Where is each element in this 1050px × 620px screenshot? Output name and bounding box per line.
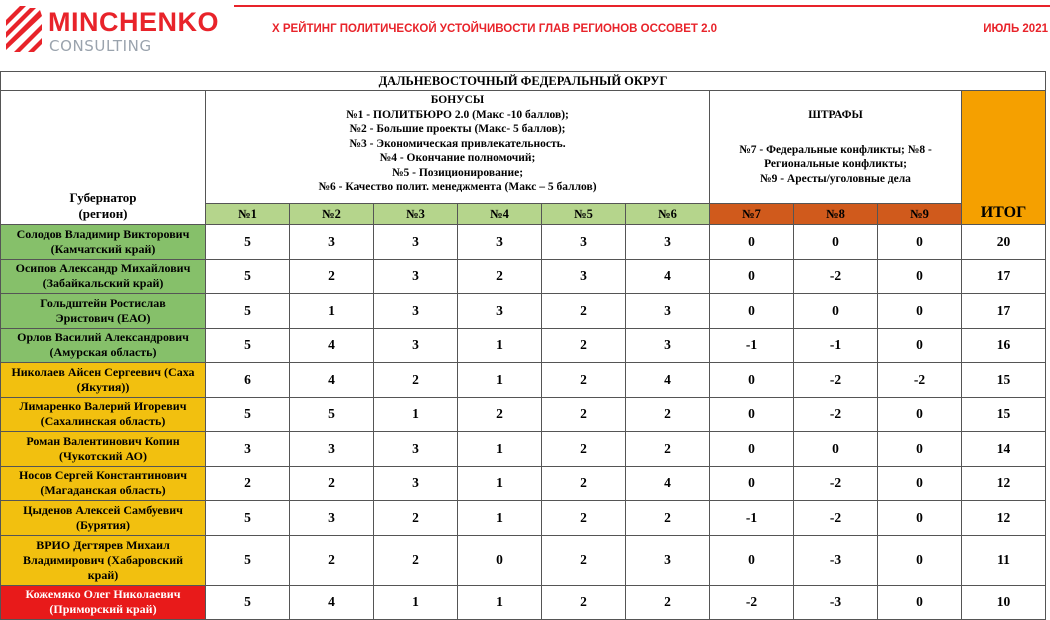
score-cell: -2: [710, 585, 794, 620]
logo-stripes-icon: [4, 4, 44, 54]
score-cell: 5: [206, 328, 290, 363]
governor-name-line: Гольдштейн Ростислав: [40, 295, 166, 310]
score-cell: 1: [458, 501, 542, 536]
score-cell: 0: [878, 259, 962, 294]
score-cell: 0: [878, 397, 962, 432]
total-cell: 10: [962, 585, 1046, 620]
score-cell: 2: [206, 466, 290, 501]
criterion-header-4: №4: [458, 204, 542, 225]
score-cell: 2: [290, 466, 374, 501]
penalty-header-line: №7 - Федеральные конфликты; №8 -: [739, 143, 932, 156]
governor-name: [1, 259, 206, 294]
penalty-header-line: №9 - Аресты/уголовные дела: [760, 172, 911, 185]
governor-name-line: Цыденов Алексей Самбуевич: [23, 502, 183, 517]
score-cell: 3: [626, 294, 710, 329]
criterion-header-2: №2: [290, 204, 374, 225]
criterion-header-7: №7: [710, 204, 794, 225]
governor-name-line: Осипов Александр Михайлович: [15, 261, 191, 276]
table-row: [1, 294, 1046, 329]
governor-name: [1, 294, 206, 329]
rating-table: [0, 71, 1046, 620]
score-cell: 1: [290, 294, 374, 329]
logo-subtitle: CONSULTING: [49, 37, 152, 55]
score-cell: 3: [458, 294, 542, 329]
governor-name-line: ВРИО Дегтярев Михаил: [36, 537, 170, 552]
total-cell: 12: [962, 501, 1046, 536]
score-cell: 5: [206, 225, 290, 260]
company-logo: [4, 4, 219, 56]
governor-name-line: Носов Сергей Константинович: [18, 468, 188, 483]
score-cell: 3: [290, 501, 374, 536]
total-cell: 12: [962, 466, 1046, 501]
score-cell: 2: [542, 585, 626, 620]
table-row: [1, 535, 1046, 585]
score-cell: -2: [794, 397, 878, 432]
table-row: [1, 225, 1046, 260]
table-row: [1, 432, 1046, 467]
total-cell: 17: [962, 259, 1046, 294]
governor-name: [1, 397, 206, 432]
score-cell: 2: [374, 363, 458, 398]
score-cell: -3: [794, 535, 878, 585]
score-cell: 0: [710, 294, 794, 329]
governor-name-line: (Амурская область): [49, 345, 157, 360]
governor-name-line: (Чукотский АО): [59, 448, 147, 463]
score-cell: 5: [206, 535, 290, 585]
score-cell: 4: [290, 585, 374, 620]
score-cell: 2: [542, 363, 626, 398]
total-cell: 14: [962, 432, 1046, 467]
score-cell: 5: [206, 259, 290, 294]
score-cell: 3: [290, 225, 374, 260]
score-cell: -2: [794, 501, 878, 536]
bonus-header-line: №2 - Большие проекты (Макс- 5 баллов);: [349, 123, 566, 135]
score-cell: 2: [542, 535, 626, 585]
score-cell: 0: [878, 328, 962, 363]
score-cell: 3: [542, 225, 626, 260]
score-cell: 3: [458, 225, 542, 260]
report-date: ИЮЛЬ 2021: [983, 23, 1048, 35]
score-cell: 6: [206, 363, 290, 398]
governor-name: [1, 328, 206, 363]
score-cell: 1: [374, 585, 458, 620]
governor-header-line: Губернатор: [69, 190, 137, 205]
score-cell: -2: [794, 259, 878, 294]
governor-name-line: Кожемяко Олег Николаевич: [25, 587, 181, 602]
score-cell: -1: [710, 501, 794, 536]
score-cell: 0: [710, 432, 794, 467]
governor-name-line: (Забайкальский край): [42, 276, 164, 291]
bonus-header-title: БОНУСЫ: [430, 94, 485, 106]
score-cell: 0: [710, 397, 794, 432]
score-cell: 0: [710, 466, 794, 501]
table-row: [1, 328, 1046, 363]
governor-name-line: Эристович (ЕАО): [55, 310, 151, 325]
table-row: [1, 259, 1046, 294]
bonus-header-line: №3 - Экономическая привлекательность.: [349, 137, 566, 150]
governor-header-line: (регион): [78, 206, 128, 221]
score-cell: 1: [458, 432, 542, 467]
score-cell: 3: [626, 328, 710, 363]
score-cell: -2: [794, 466, 878, 501]
governor-name: [1, 501, 206, 536]
governor-name-line: (Приморский край): [49, 602, 157, 617]
score-cell: 5: [206, 501, 290, 536]
score-cell: 0: [794, 294, 878, 329]
bonus-header-line: №6 - Качество полит. менеджмента (Макс – 5 баллов): [318, 181, 597, 193]
score-cell: 2: [542, 466, 626, 501]
score-cell: 3: [374, 225, 458, 260]
score-cell: 0: [878, 225, 962, 260]
penalty-header-title: ШТРАФЫ: [808, 109, 863, 121]
governor-name-line: Солодов Владимир Викторович: [16, 226, 190, 241]
score-cell: 3: [374, 328, 458, 363]
score-cell: 3: [290, 432, 374, 467]
score-cell: 2: [626, 501, 710, 536]
table-row: [1, 363, 1046, 398]
governor-name: [1, 535, 206, 585]
score-cell: 5: [206, 397, 290, 432]
score-cell: 4: [290, 363, 374, 398]
bonus-header-line: №5 - Позиционирование;: [391, 166, 524, 179]
score-cell: 3: [542, 259, 626, 294]
criterion-header-3: №3: [374, 204, 458, 225]
score-cell: 3: [626, 225, 710, 260]
score-cell: -2: [794, 363, 878, 398]
score-cell: 0: [710, 259, 794, 294]
score-cell: 3: [374, 259, 458, 294]
score-cell: 3: [206, 432, 290, 467]
score-cell: 3: [626, 535, 710, 585]
score-cell: 2: [458, 397, 542, 432]
governor-name: [1, 585, 206, 620]
score-cell: 1: [458, 363, 542, 398]
governor-name-line: (Якутия)): [76, 379, 130, 394]
score-cell: 2: [626, 397, 710, 432]
governor-column-header: [1, 91, 206, 225]
governor-name: [1, 363, 206, 398]
score-cell: 5: [290, 397, 374, 432]
score-cell: 0: [878, 501, 962, 536]
governor-name-line: (Магаданская область): [40, 483, 166, 498]
score-cell: 0: [710, 535, 794, 585]
score-cell: 5: [206, 294, 290, 329]
score-cell: 2: [542, 294, 626, 329]
report-header: [0, 0, 1050, 62]
criterion-header-9: №9: [878, 204, 962, 225]
score-cell: 4: [290, 328, 374, 363]
criterion-header-6: №6: [626, 204, 710, 225]
total-cell: 15: [962, 397, 1046, 432]
score-cell: 2: [374, 535, 458, 585]
score-cell: 4: [626, 466, 710, 501]
district-title: ДАЛЬНЕВОСТОЧНЫЙ ФЕДЕРАЛЬНЫЙ ОКРУГ: [1, 72, 1046, 91]
score-cell: 0: [878, 466, 962, 501]
logo-title: MINCHENKO: [48, 7, 219, 37]
governor-name: [1, 466, 206, 501]
criterion-header-1: №1: [206, 204, 290, 225]
governor-name-line: Орлов Василий Александрович: [17, 330, 189, 345]
score-cell: 1: [374, 397, 458, 432]
report-title: Х РЕЙТИНГ ПОЛИТИЧЕСКОЙ УСТОЙЧИВОСТИ ГЛАВ РЕГИОНОВ ОССОВЕТ 2.0: [272, 23, 718, 35]
score-cell: 1: [458, 585, 542, 620]
total-cell: 16: [962, 328, 1046, 363]
score-cell: -3: [794, 585, 878, 620]
score-cell: 2: [458, 259, 542, 294]
table-row: [1, 585, 1046, 620]
score-cell: 2: [290, 535, 374, 585]
score-cell: 0: [458, 535, 542, 585]
penalty-header-line: Региональные конфликты;: [764, 158, 907, 170]
score-cell: 3: [374, 432, 458, 467]
governor-name-line: (Сахалинская область): [40, 414, 166, 429]
header-divider: [234, 5, 1050, 7]
score-cell: 2: [542, 501, 626, 536]
governor-name-line: Николаев Айсен Сергеевич (Саха: [11, 364, 195, 379]
score-cell: -2: [878, 363, 962, 398]
score-cell: 2: [290, 259, 374, 294]
table-row: [1, 397, 1046, 432]
score-cell: 2: [542, 328, 626, 363]
bonus-header: [206, 91, 710, 204]
total-column-header: ИТОГ: [962, 91, 1046, 225]
score-cell: 2: [542, 397, 626, 432]
score-cell: 2: [542, 432, 626, 467]
score-cell: -1: [794, 328, 878, 363]
governor-name-line: Роман Валентинович Копин: [26, 433, 180, 448]
total-cell: 11: [962, 535, 1046, 585]
governor-name-line: Лимаренко Валерий Игоревич: [19, 399, 187, 414]
governor-name: [1, 225, 206, 260]
score-cell: 0: [878, 294, 962, 329]
total-cell: 20: [962, 225, 1046, 260]
score-cell: 0: [794, 432, 878, 467]
governor-name-line: (Камчатский край): [50, 241, 156, 256]
score-cell: 1: [458, 328, 542, 363]
penalty-header: [710, 91, 962, 204]
governor-name-line: Владимирович (Хабаровский: [22, 552, 184, 567]
score-cell: 0: [878, 535, 962, 585]
total-cell: 15: [962, 363, 1046, 398]
table-row: [1, 466, 1046, 501]
score-cell: 5: [206, 585, 290, 620]
score-cell: 4: [626, 363, 710, 398]
governor-name-line: край): [87, 567, 119, 582]
score-cell: 2: [626, 432, 710, 467]
bonus-header-line: №1 - ПОЛИТБЮРО 2.0 (Макс -10 баллов);: [346, 108, 569, 121]
total-cell: 17: [962, 294, 1046, 329]
score-cell: 3: [374, 466, 458, 501]
score-cell: 0: [878, 585, 962, 620]
governor-name-line: (Бурятия): [75, 517, 131, 532]
score-cell: -1: [710, 328, 794, 363]
criterion-header-5: №5: [542, 204, 626, 225]
score-cell: 0: [710, 225, 794, 260]
score-cell: 0: [878, 432, 962, 467]
table-row: [1, 501, 1046, 536]
bonus-header-line: №4 - Окончание полномочий;: [379, 152, 536, 164]
score-cell: 0: [794, 225, 878, 260]
criterion-header-8: №8: [794, 204, 878, 225]
score-cell: 4: [626, 259, 710, 294]
score-cell: 2: [626, 585, 710, 620]
score-cell: 2: [374, 501, 458, 536]
governor-name: [1, 432, 206, 467]
score-cell: 3: [374, 294, 458, 329]
score-cell: 1: [458, 466, 542, 501]
score-cell: 0: [710, 363, 794, 398]
